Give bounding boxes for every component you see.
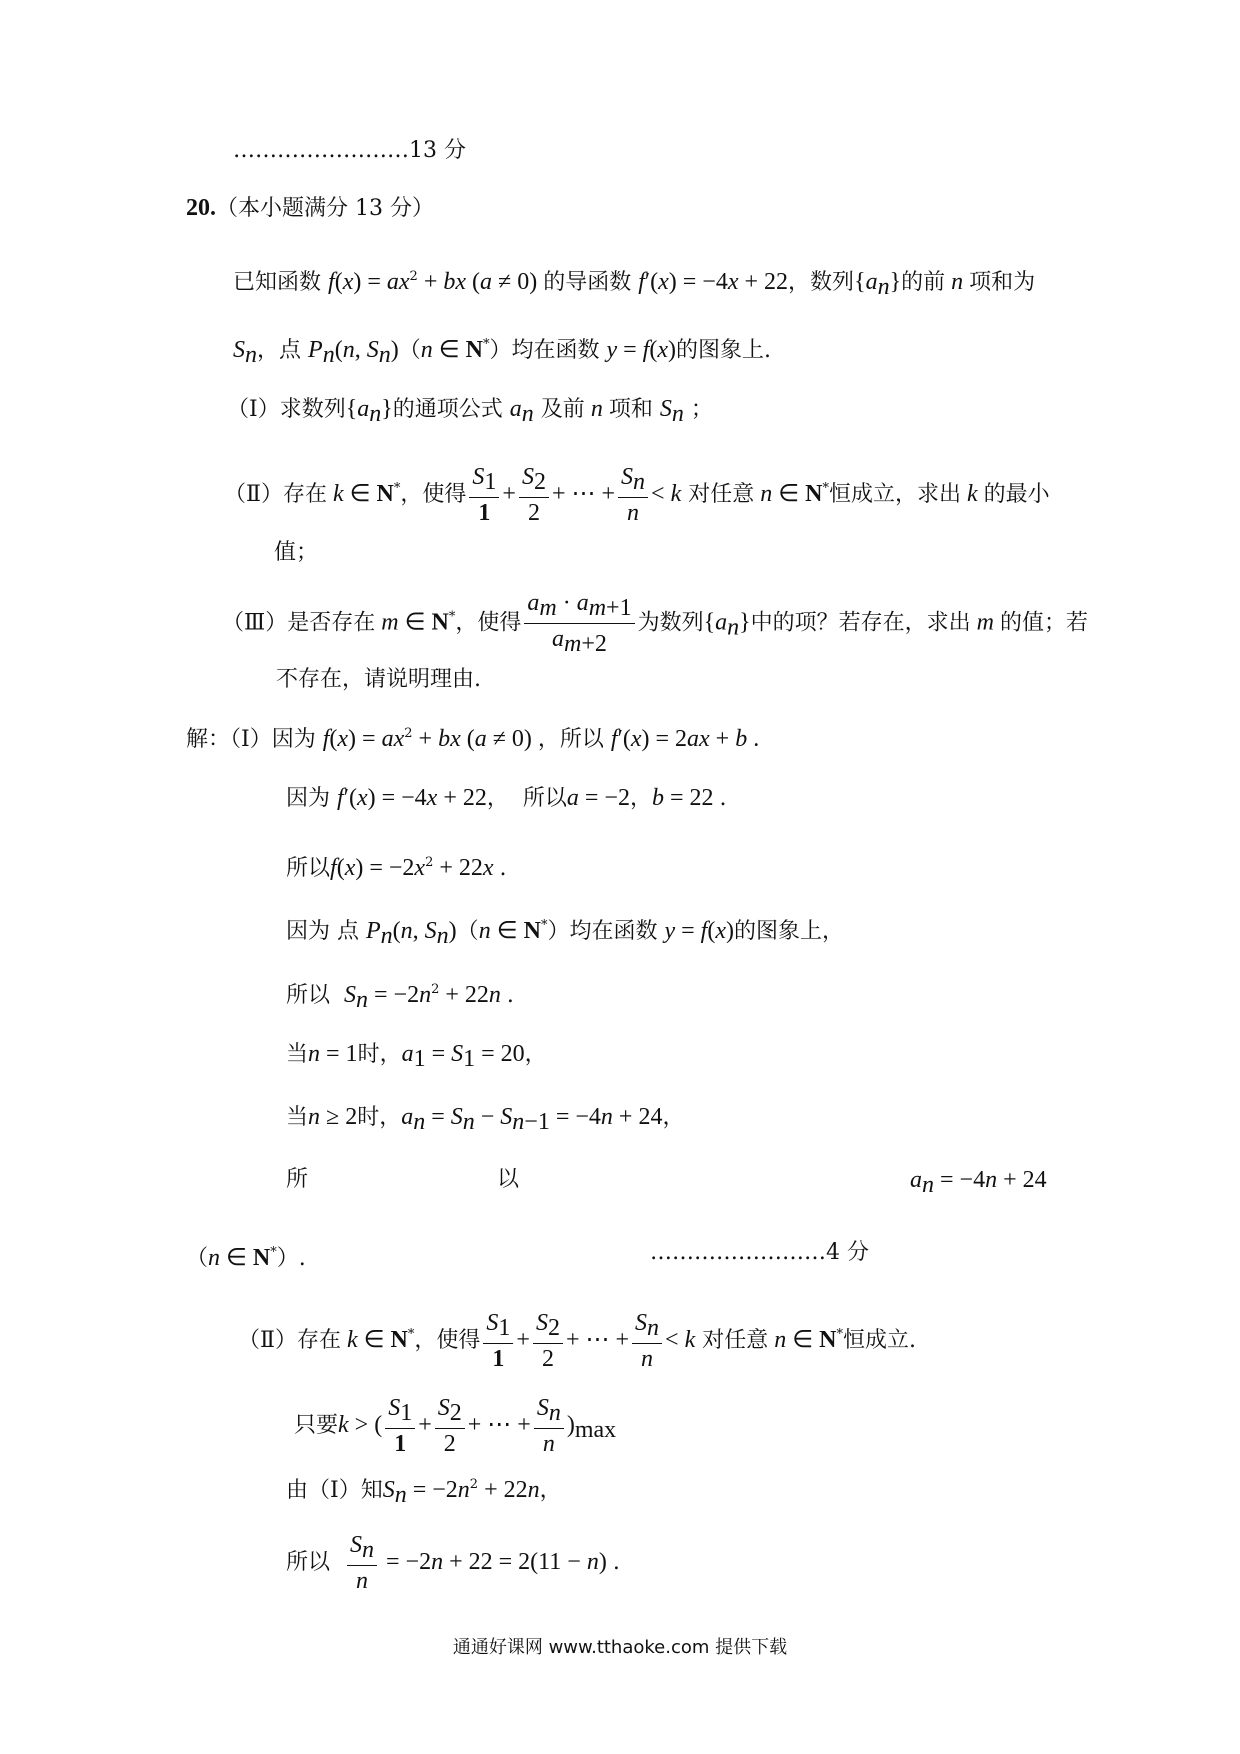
solution-line-1: 解：（Ⅰ）因为 $f(x) = ax^2$ + bx (a ≠ 0) ，所以 f′(x) = 2ax + b . — [186, 726, 760, 752]
solution-line-4: 因为 点 $P_n(n$, $S_n)(n$ ∈ N*）均在函数 y = f(x)的图象上， — [286, 918, 844, 949]
solution-line-6: 当n = 1时，$a_1 = S_1 = 20$， — [286, 1041, 547, 1072]
problem-statement-line-2: $S_n$，点 $P_n(n$, $S_n)(n$ ∈ N*）均在函数 y = f(x)的图象上. — [233, 337, 771, 368]
question-2: （Ⅱ）存在 k ∈ N*，使得 $\frac{S_1}{1}$ + $\frac{S_2}{2}$ + ⋯ + $\frac{S_n}{n}$ < k 对任意 n ∈ N*恒成立，求出 k 的最小 — [224, 464, 1050, 526]
solution-line-8-left: 所 — [286, 1167, 309, 1192]
solution-line-11: 只要k > ( $\frac{S_1}{1}$ + $\frac{S_2}{2}$ + ⋯ + $\frac{S_n}{n}$ )$_{max}$ — [294, 1395, 617, 1457]
problem-number: 20. — [186, 195, 216, 221]
solution-line-7: 当n ≥ 2时，$a_n = S_n - S_{n-1} = -4n + 24$， — [286, 1104, 685, 1135]
solution-line-5: 所以 $S_n = -2n^2 + 22n$ . — [286, 982, 514, 1013]
solution-line-2: 因为 f′(x) = −4x + 22， 所以a = −2，b = 22 . — [286, 785, 727, 811]
solution-line-10: （Ⅱ）存在 k ∈ N*，使得 $\frac{S_1}{1}$ + $\frac{S_2}{2}$ + ⋯ + $\frac{S_n}{n}$ < k 对任意 n ∈ N*恒成立. — [238, 1310, 916, 1372]
problem-score-note: （本小题满分 13 分） — [216, 196, 434, 221]
solution-line-13: 所以 $\frac{S_n}{n}$ = −2n + 22 = 2(11 − n) . — [286, 1532, 620, 1594]
score-line-4: ……………………4 分 — [650, 1240, 869, 1265]
solution-line-12: 由（Ⅰ）知$S_n = -2n^2 + 22n$， — [286, 1477, 562, 1508]
question-3-end: 不存在，请说明理由. — [276, 667, 481, 692]
question-3: （Ⅲ）是否存在 m ∈ N*，使得 $\frac{a_m \cdot a_{m+1}}{a_{m+2}}$ 为数列$\{a_n\}$中的项？若存在，求出 m 的值；若 — [222, 590, 1089, 657]
solution-line-8-mid: 以 — [497, 1167, 520, 1192]
question-1: （Ⅰ）求数列$\{a_n\}$的通项公式 $a_n$ 及前 n 项和 $S_n$ ； — [227, 396, 713, 427]
solution-line-8-formula: $a_n = -4n + 24$ — [910, 1167, 1047, 1198]
problem-heading — [186, 193, 434, 224]
question-2-end: 值； — [274, 540, 319, 565]
solution-line-9: （n ∈ N*）. — [186, 1245, 306, 1271]
score-line-13: ……………………13 分 — [233, 138, 466, 163]
solution-line-3: 所以$f(x) = -2x^2 + 22x$ . — [286, 855, 507, 881]
footer-watermark-text: 通通好课网 www.tthaoke.com 提供下载 — [452, 1637, 788, 1658]
problem-statement-line-1: 已知函数 $f(x) = ax^2$ + bx (a ≠ 0) 的导函数 f′(x) = −4x + 22，数列$\{a_n\}$的前 n 项和为 — [233, 269, 1036, 300]
